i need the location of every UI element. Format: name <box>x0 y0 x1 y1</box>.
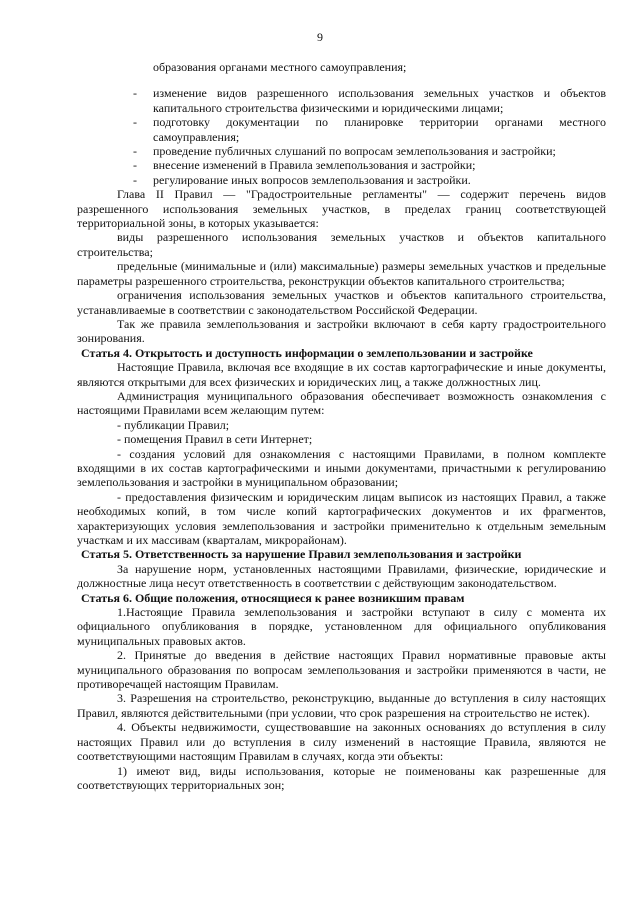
bullet-marker: - <box>133 86 137 101</box>
continuation-line: образования органами местного самоуправления; <box>153 60 407 74</box>
paragraph: Настоящие Правила, включая все входящие в их состав картографические и иные документы, являются открытыми для всех физических и юридических лиц, а также должностных лиц. <box>77 360 606 389</box>
paragraph: 1.Настоящие Правила землепользования и застройки вступают в силу с момента их официального опубликования в порядке, установленном для официального опубликования муниципальных правовых актов. <box>77 605 606 648</box>
list-item: - помещения Правил в сети Интернет; <box>117 432 313 447</box>
paragraph: За нарушение норм, установленных настоящими Правилами, физические, юридические и должностные лица несут ответственность в соответствии с действующим законодательством. <box>77 561 606 591</box>
paragraph: Администрация муниципального образования обеспечивает возможность ознакомления с настоящими Правилами всем желающим путем: <box>77 388 606 418</box>
paragraph: Так же правила землепользования и застройки включают в себя карту градостроительного зонирования. <box>77 316 606 346</box>
page-number: 9 <box>317 30 323 44</box>
bullet-marker: - <box>133 172 137 187</box>
article-heading: Статья 5. Ответственность за нарушение Правил землепользования и застройки <box>81 547 522 562</box>
paragraph: Глава II Правил — "Градостроительные регламенты" — содержит перечень видов разрешенного использования земельных участков, в пределах границ соответствующей территориальной зоны, в которых указывается: <box>77 187 606 231</box>
paragraph: 1) имеют вид, виды использования, которые не поименованы как разрешенные для соответствующих территориальных зон; <box>77 763 606 792</box>
bullet-marker: - <box>133 144 137 159</box>
paragraph: ограничения использования земельных участков и объектов капитального строительства, устанавливаемые в соответствии с законодательством Российской Федерации. <box>77 288 606 317</box>
paragraph: 3. Разрешения на строительство, реконструкцию, выданные до вступления в силу настоящих Правил, являются действительными (при условии, что срок разрешения на строительство не истек). <box>77 691 606 720</box>
paragraph: предельные (минимальные и (или) максимальные) размеры земельных участков и предельные параметры разрешенного строительства, реконструкции объектов капитального строительства; <box>77 259 606 288</box>
paragraph: 2. Принятые до введения в действие настоящих Правил нормативные правовые акты муниципального образования по вопросам землепользования и застройки применяются в части, не противоречащей настоящим Правилам. <box>77 648 606 692</box>
article-heading: Статья 4. Открытость и доступность информации о землепользовании и застройке <box>81 345 533 360</box>
list-item: - подготовку документации по планировке территории органами местного самоуправления; <box>133 115 606 144</box>
paragraph: 4. Объекты недвижимости, существовавшие на законных основаниях до вступления в силу настоящих Правил или до вступления в силу изменений в настоящие Правила, являются не соответствующими настоящим Правилам в случаях, когда эти объекты: <box>77 720 606 764</box>
list-item: - изменение видов разрешенного использования земельных участков и объектов капитального строительства физическими и юридическими лицами; <box>133 86 606 115</box>
list-item: - внесение изменений в Правила землепользования и застройки; <box>133 158 476 173</box>
paragraph: виды разрешенного использования земельных участков и объектов капитального строительства; <box>77 230 606 259</box>
list-item: - проведение публичных слушаний по вопросам землепользования и застройки; <box>133 144 556 159</box>
list-item: - публикации Правил; <box>117 417 230 432</box>
article-heading: Статья 6. Общие положения, относящиеся к ранее возникшим правам <box>81 590 465 605</box>
list-item: - создания условий для ознакомления с настоящими Правилами, в полном комплекте входящими в их состав картографическими и иными документами, причастными к регулированию землепользования и застройки в муниципальном образовании; <box>77 446 606 490</box>
list-item: - предоставления физическим и юридическим лицам выписок из настоящих Правил, а также необходимых копий, в том числе копий картографических документов и их фрагментов, характеризующих условия землепользования и застройки применительно к отдельным земельным участкам и их массивам (кварталам, микрорайонам). <box>77 489 606 547</box>
bullet-marker: - <box>133 115 137 130</box>
bullet-marker: - <box>133 158 137 173</box>
document-body <box>77 48 606 792</box>
list-item: - регулирование иных вопросов землепользования и застройки. <box>133 172 471 187</box>
